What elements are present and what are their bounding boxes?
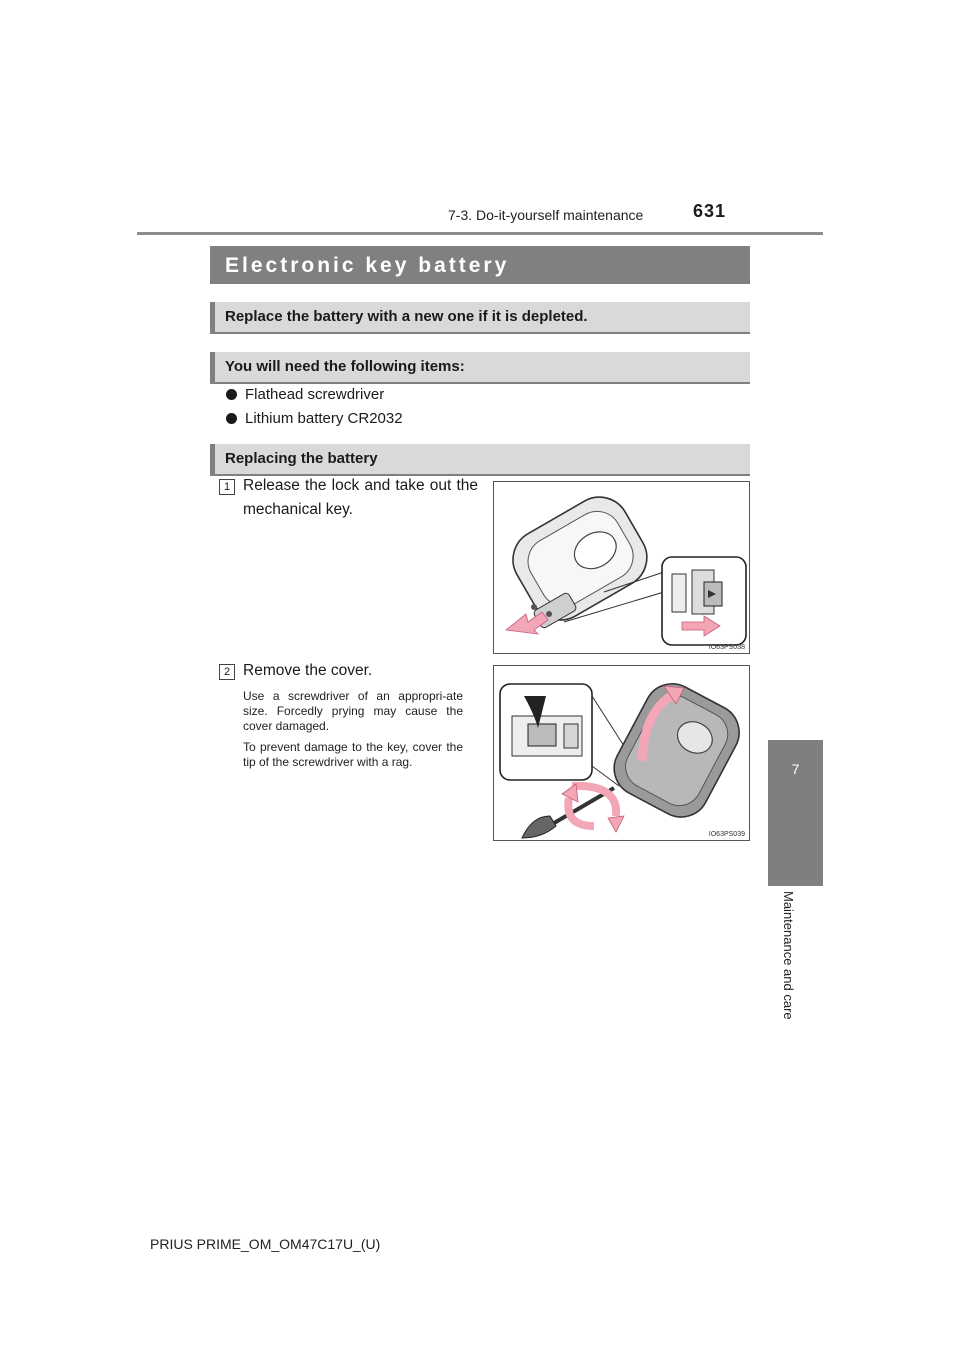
page-number: 631 <box>693 201 727 221</box>
figure-remove-cover <box>493 665 750 841</box>
item-label: Lithium battery CR2032 <box>245 410 403 427</box>
heading-marker <box>210 352 215 382</box>
step-2-note-2: To prevent damage to the key, cover the tip of the screwdriver with a rag. <box>243 740 463 769</box>
remove-cover-illustration <box>494 666 749 840</box>
figure-code: IO63PS039 <box>708 831 745 838</box>
chapter-number: 7 <box>791 760 800 777</box>
items-heading-box <box>210 352 750 384</box>
intro-heading: Replace the battery with a new one if it is depleted. <box>225 308 588 325</box>
list-item <box>226 386 384 403</box>
list-item <box>226 410 403 427</box>
figure-code: IO63PS038 <box>708 644 745 651</box>
replace-heading-box <box>210 444 750 476</box>
page-heading: Electronic key battery <box>225 254 510 277</box>
replace-heading: Replacing the battery <box>225 450 378 467</box>
step-1-text: Release the lock and take out the mechanical key. <box>243 477 478 518</box>
header-rule <box>137 232 823 235</box>
heading-marker <box>210 444 215 474</box>
key-release-illustration <box>494 482 749 653</box>
bullet-icon <box>226 389 237 400</box>
bullet-icon <box>226 413 237 424</box>
footer-manual-code: PRIUS PRIME_OM_OM47C17U_(U) <box>150 1236 381 1252</box>
chapter-label <box>768 886 823 1020</box>
step-2-note-1: Use a screwdriver of an appropri-ate size. Forcedly prying may cause the cover damaged. <box>243 689 463 733</box>
step-number-1: 1 <box>219 479 235 495</box>
chapter-title: Maintenance and care <box>781 891 796 1020</box>
items-heading: You will need the following items: <box>225 358 465 375</box>
heading-marker <box>210 302 215 332</box>
item-label: Flathead screwdriver <box>245 386 385 403</box>
step-number-2: 2 <box>219 664 235 680</box>
figure-key-release <box>493 481 750 654</box>
section-title: 7-3. Do-it-yourself maintenance <box>448 207 644 223</box>
step-2-text: Remove the cover. <box>243 662 373 679</box>
intro-heading-box <box>210 302 750 334</box>
